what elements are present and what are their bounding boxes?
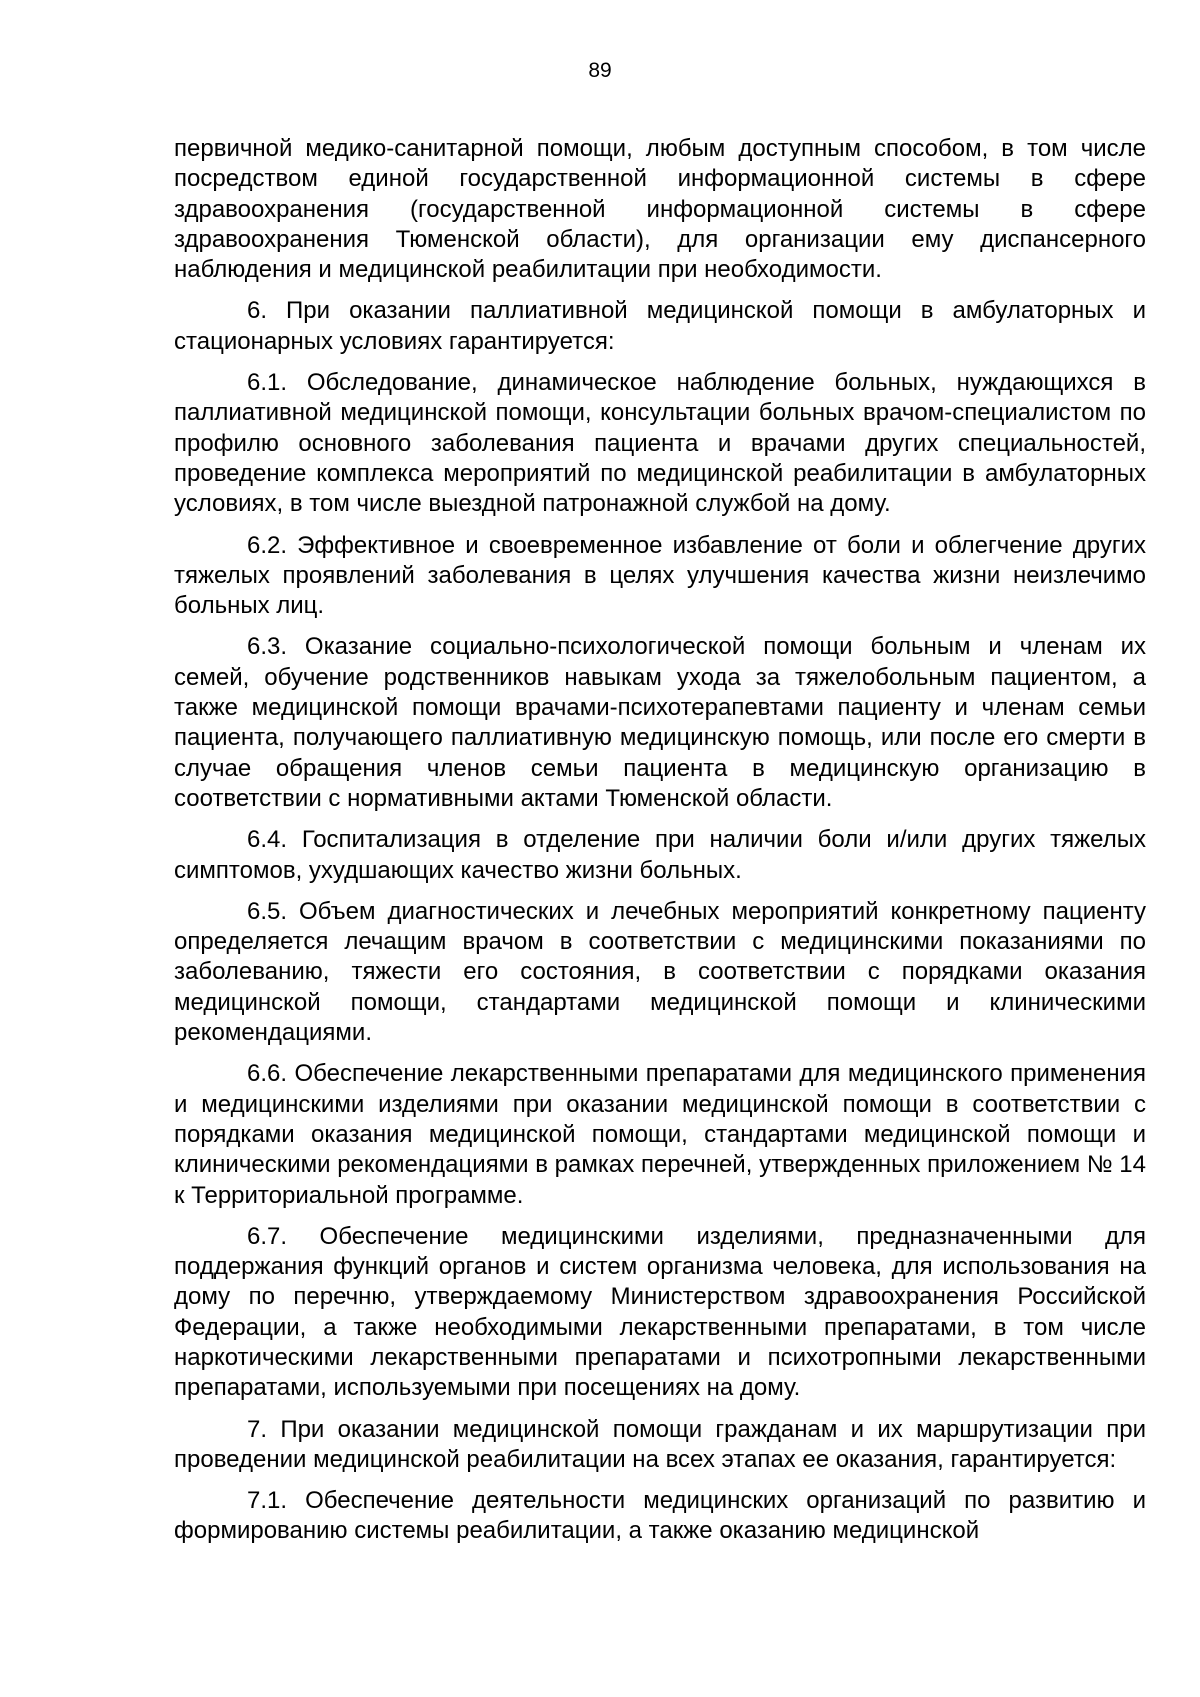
paragraph-6-6: 6.6. Обеспечение лекарственными препаратами для медицинского применения и медицинскими изделиями при оказании медицинской помощи в соответствии с порядками оказания медицинской помощи, стандартами медицинской помощи и клиническими рекомендациями в рамках перечней, утвержденных приложением № 14 к Территориальной программе.	[174, 1060, 1146, 1209]
paragraph-6-4: 6.4. Госпитализация в отделение при наличии боли и/или других тяжелых симптомов, ухудшающих качество жизни больных.	[174, 826, 1146, 884]
paragraph-6-7: 6.7. Обеспечение медицинскими изделиями, предназначенными для поддержания функций органов и систем организма человека, для использования на дому по перечню, утверждаемому Министерством здравоохранения Российской Федерации, а также необходимыми лекарственными препаратами, в том числе наркотическими лекарственными препаратами и психотропными лекарственными препаратами, используемыми при посещениях на дому.	[174, 1222, 1146, 1402]
page-number: 89	[588, 59, 612, 82]
paragraph-6-5: 6.5. Объем диагностических и лечебных мероприятий конкретному пациенту определяется лечащим врачом в соответствии с медицинскими показаниями по заболеванию, тяжести его состояния, в соответствии с порядками оказания медицинской помощи, стандартами медицинской помощи и клиническими рекомендациями.	[174, 897, 1146, 1047]
paragraph-6-3: 6.3. Оказание социально-психологической помощи больным и членам их семей, обучение родственников навыкам ухода за тяжелобольным пациентом, а также медицинской помощи врачами-психотерапевтами пациенту и членам семьи пациента, получающего паллиативную медицинскую помощь, или после его смерти в случае обращения членов семьи пациента в медицинскую организацию в соответствии с нормативными актами Тюменской области.	[174, 633, 1146, 812]
paragraph-6-1: 6.1. Обследование, динамическое наблюдение больных, нуждающихся в паллиативной медицинской помощи, консультации больных врачом-специалистом по профилю основного заболевания пациента и врачами других специальностей, проведение комплекса мероприятий по медицинской реабилитации в амбулаторных условиях, в том числе выездной патронажной службой на дому.	[174, 369, 1146, 518]
paragraph-7-1: 7.1. Обеспечение деятельности медицинских организаций по развитию и формированию системы реабилитации, а также оказанию медицинской	[174, 1487, 1146, 1545]
paragraph-6-2: 6.2. Эффективное и своевременное избавление от боли и облегчение других тяжелых проявлений заболевания в целях улучшения качества жизни неизлечимо больных лиц.	[174, 531, 1146, 620]
paragraph-7: 7. При оказании медицинской помощи гражданам и их маршрутизации при проведении медицинской реабилитации на всех этапах ее оказания, гарантируется:	[174, 1415, 1146, 1473]
paragraph-6: 6. При оказании паллиативной медицинской помощи в амбулаторных и стационарных условиях гарантируется:	[174, 297, 1146, 355]
paragraph-continuation: первичной медико-санитарной помощи, любым доступным способом, в том числе посредством единой государственной информационной системы в сфере здравоохранения (государственной информационной системы в сфере здравоохранения Тюменской области), для организации ему диспансерного наблюдения и медицинской реабилитации при необходимости.	[174, 135, 1146, 284]
document-body	[174, 134, 1146, 1547]
